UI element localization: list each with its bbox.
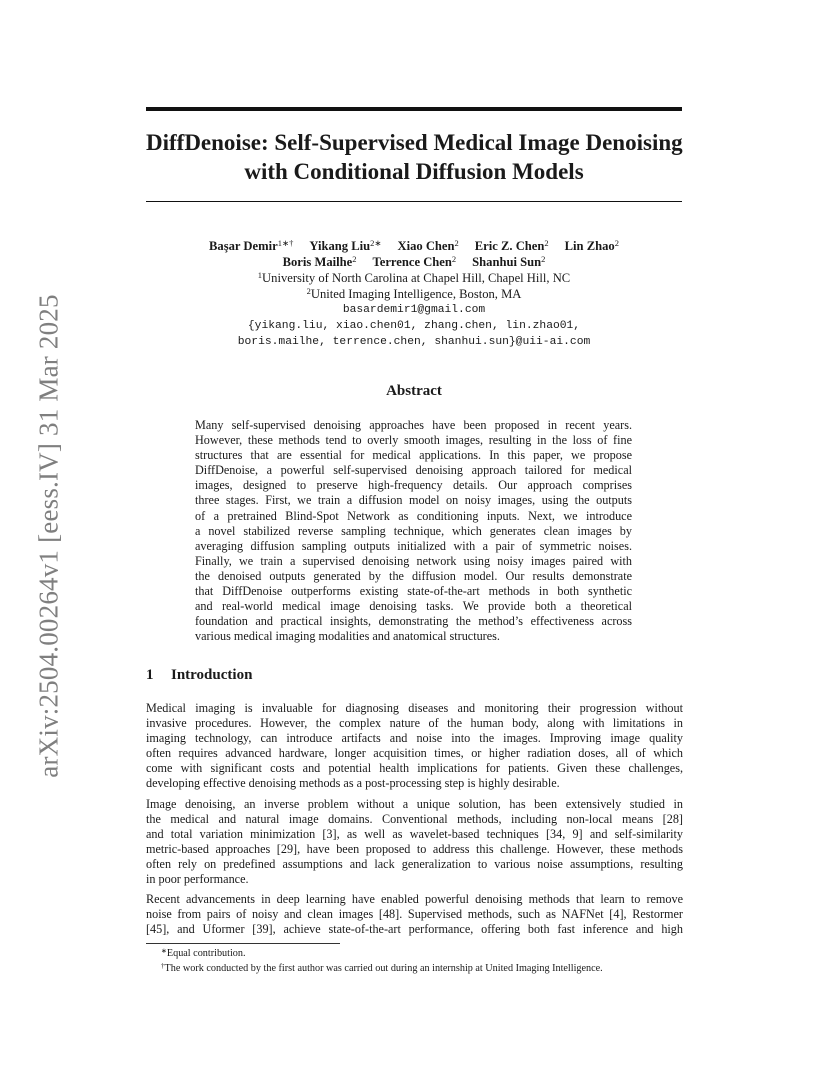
text-line: and total variation minimization [3], as well as wavelet-based techniques [34, 9] and self-similarity [146, 827, 683, 842]
footnote-text: The work conducted by the first author was carried out during an internship at United Imaging Intelligence. [164, 962, 603, 974]
intro-paragraph-1 [146, 701, 683, 792]
text-line: structures that are essential for medical applications. In this paper, we propose [195, 448, 632, 463]
affiliation-text: University of North Carolina at Chapel Hill, Chapel Hill, NC [262, 271, 571, 285]
text-line: Finally, we train a supervised denoising network using noisy images paired with [195, 553, 632, 568]
text-line: Recent advancements in deep learning have enabled powerful denoising methods that learn to remove [146, 892, 683, 906]
text-line: often requires advanced hardware, longer acquisition times, or higher radiation doses, all of which [146, 746, 683, 761]
affiliation-text: United Imaging Intelligence, Boston, MA [310, 287, 522, 301]
text-line: imaging technology, can introduce artifacts and noise into the images. Improving image quality [146, 731, 683, 746]
text-line: various medical imaging modalities and anatomical structures. [195, 629, 500, 644]
text-line: the medical and natural image domains. Conventional methods, including non-local means [28] [146, 812, 683, 827]
text-line: images, designed to preserve high-frequency details. Our approach comprises [195, 478, 632, 493]
email-line-2: {yikang.liu, xiao.chen01, zhang.chen, lin.zhao01, [247, 320, 581, 332]
text-line: come with significant costs and potential health implications for patients. Given these challenges, [146, 761, 683, 776]
affiliation-1 [146, 270, 682, 286]
author-mark: 2 [352, 254, 357, 264]
author-names-line-1 [146, 238, 682, 254]
email-line-3: boris.mailhe, terrence.chen, shanhui.sun}@uii-ai.com [237, 336, 591, 348]
text-line: and real-world medical image denoising tasks. We provide both a theoretical [195, 599, 632, 614]
intro-paragraph-2 [146, 797, 683, 888]
author-name: Başar Demir [209, 239, 278, 253]
text-line: of a pretrained Blind-Spot Network as conditioning inputs. Next, we introduce [195, 508, 632, 523]
footnote-text: Equal contribution. [166, 948, 246, 959]
author-name: Yikang Liu [309, 239, 371, 253]
text-line: [45], and Uformer [39], achieve state-of-the-art performance, offering both fast inference and high [146, 922, 683, 937]
text-line: the denoised outputs generated by the diffusion model. Our results demonstrate [195, 568, 632, 583]
footnote-mark: ∗ [161, 947, 167, 955]
author-name: Eric Z. Chen [474, 239, 545, 253]
text-line: averaging diffusion sampling outputs initialized with a pair of symmetric noises. [195, 538, 632, 553]
footnote-2 [161, 962, 603, 977]
text-line: foundation and practical insights, demonstrating the method’s effectiveness across [195, 614, 632, 629]
footnote-1 [161, 947, 603, 962]
author-mark: 2 [451, 254, 457, 264]
author-block [146, 238, 682, 350]
section-title: Introduction [171, 667, 253, 683]
text-line: developing effective denoising methods as a post-processing step is highly desirable. [146, 776, 560, 791]
text-line: invasive procedures. However, the complex nature of the human body, along with limitations in [146, 716, 683, 731]
author-names-line-2 [146, 254, 682, 270]
affiliation-mark: 2 [306, 286, 311, 296]
author-name: Xiao Chen [397, 239, 455, 253]
author-mark: 2 [544, 238, 549, 248]
author-mark: 2 [454, 238, 459, 248]
text-line: in poor performance. [146, 872, 249, 887]
text-line: Many self-supervised denoising approaches have been proposed in recent years. [195, 418, 632, 432]
footnote-rule [146, 943, 340, 944]
text-line: Medical imaging is invaluable for diagnosing diseases and monitoring their progression without [146, 701, 683, 715]
text-line: a novel stabilized reverse sampling technique, which generates clean images by [195, 523, 632, 538]
abstract-heading: Abstract [386, 383, 442, 399]
text-line: However, these methods tend to overly smooth images, resulting in the loss of fine [195, 433, 632, 448]
author-name: Shanhui Sun [472, 255, 542, 269]
affiliation-mark: 1 [257, 270, 263, 280]
text-line: three stages. First, we train a diffusion model on noisy images, using the outputs [195, 493, 632, 508]
author-name: Terrence Chen [372, 255, 452, 269]
paper-title [146, 128, 682, 186]
title-top-rule [146, 107, 682, 111]
text-line: often rely on predefined assumptions and lack generalization to various noise assumptions, resulting [146, 857, 683, 872]
title-bottom-rule [146, 201, 682, 202]
email-line-1: basardemir1@gmail.com [342, 304, 486, 316]
author-mark: 2∗ [370, 238, 382, 248]
abstract-body [195, 418, 632, 644]
author-name: Lin Zhao [564, 239, 615, 253]
text-line: DiffDenoise, a powerful self-supervised denoising approach tailored for medical [195, 463, 632, 478]
footnote-mark: † [161, 961, 165, 970]
author-mark: 2 [614, 238, 619, 248]
text-line: noise from pairs of noisy and clean images [48]. Supervised methods, such as NAFNet [4], Restormer [146, 907, 683, 922]
author-name: Boris Mailhe [282, 255, 353, 269]
title-line-2: with Conditional Diffusion Models [244, 159, 584, 184]
section-number: 1 [146, 667, 154, 683]
text-line: metric-based approaches [29], have been proposed to address this challenge. However, these methods [146, 842, 683, 857]
intro-paragraph-3 [146, 892, 683, 937]
arxiv-id-text: arXiv:2504.00264v1 [eess.IV] 31 Mar 2025 [33, 294, 64, 778]
section-heading-introduction [146, 667, 252, 684]
author-mark: 2 [541, 254, 546, 264]
title-line-1: DiffDenoise: Self-Supervised Medical Image Denoising [146, 130, 683, 155]
text-line: that DiffDenoise outperforms existing state-of-the-art methods in both synthetic [195, 584, 632, 599]
affiliation-2 [146, 286, 682, 302]
text-line: Image denoising, an inverse problem without a unique solution, has been extensively studied in [146, 797, 683, 811]
author-mark: 1∗† [277, 238, 294, 248]
footnotes [161, 947, 603, 976]
